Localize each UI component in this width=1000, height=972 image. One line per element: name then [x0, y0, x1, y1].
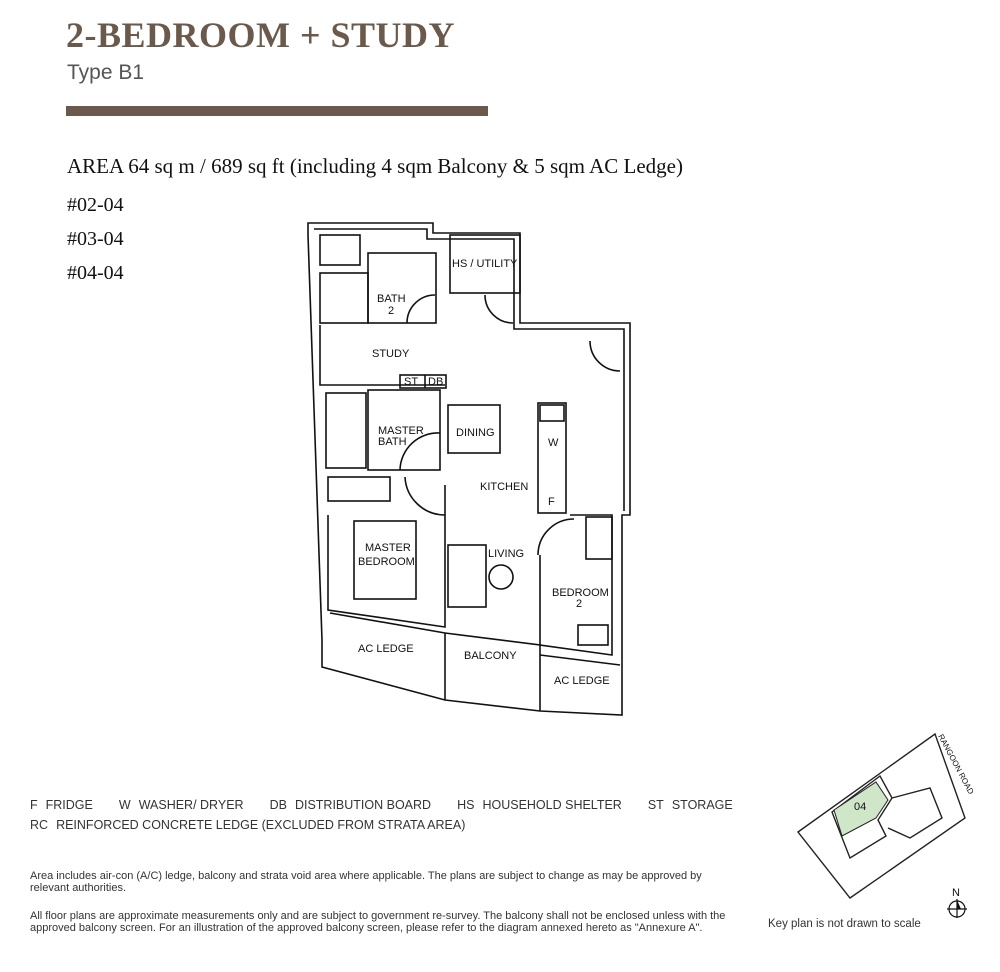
bedroom-2-wardrobe [586, 517, 612, 559]
unit-list [67, 188, 124, 290]
room-label-ac-ledge-left: AC LEDGE [358, 643, 414, 655]
key-plan [770, 728, 985, 918]
key-plan-road-label: RANGOON ROAD [936, 732, 976, 796]
bedroom-2-desk [578, 625, 608, 645]
room-label-st: ST [404, 376, 419, 388]
sofa [448, 545, 486, 607]
unit-number: #04-04 [67, 262, 124, 284]
legend-item: ST STORAGE [647, 798, 733, 812]
room-label-master-bath-2: BATH [378, 436, 407, 448]
room-label-master-bath: MASTER [378, 425, 424, 437]
room-label-living: LIVING [488, 548, 525, 560]
room-label-bedroom-2-number: 2 [576, 598, 583, 610]
outer-wall [308, 223, 630, 715]
closet [320, 273, 368, 323]
north-arrow-icon [947, 899, 967, 918]
legend-row [30, 815, 770, 835]
legend-item: W WASHER/ DRYER [118, 798, 244, 812]
key-plan-block-outline [888, 788, 942, 838]
area-note: Area includes air-con (A/C) ledge, balcony and strata void area where applicable. The plans are subject to change as may be approved by relevant authorities. [30, 870, 702, 894]
legend-item: F FRIDGE [30, 798, 93, 812]
door-arc [485, 295, 513, 323]
wardrobe [328, 477, 390, 501]
room-label-hs-utility: HS / UTILITY [452, 258, 518, 270]
unit-number: #02-04 [67, 194, 124, 216]
door-arc [538, 519, 574, 555]
legend-item: HS HOUSEHOLD SHELTER [457, 798, 622, 812]
door-arc [590, 341, 620, 371]
unit-type-subtitle: Type B1 [67, 61, 145, 84]
floor-plan [300, 215, 640, 720]
title-divider [66, 106, 488, 116]
balcony-wall [330, 613, 540, 711]
room-label-db: DB [428, 376, 444, 388]
legend-item: RC REINFORCED CONCRETE LEDGE (EXCLUDED FROM STRATA AREA) [30, 818, 466, 832]
hob [540, 405, 564, 421]
room-label-bath-2: BATH [377, 293, 406, 305]
room-label-w: W [548, 437, 559, 449]
room-label-balcony: BALCONY [464, 650, 517, 662]
key-plan-caption: Key plan is not drawn to scale [768, 918, 921, 930]
key-plan-site-outline [798, 734, 965, 898]
legend-item: DB DISTRIBUTION BOARD [269, 798, 432, 812]
room-label-master-bedroom: MASTER [365, 542, 411, 554]
ac-ledge-right-divider [540, 655, 620, 665]
room-label-dining: DINING [456, 427, 495, 439]
survey-note: All floor plans are approximate measurements only and are subject to government re-survey. The balcony shall not be enclosed unless with the approved balcony screen. For an illustration of the approved balcony screen, please refer to the diagram annexed hereto as "Annexure A". [30, 910, 726, 934]
page-title: 2-BEDROOM + STUDY [66, 15, 456, 55]
storage-box [320, 235, 360, 265]
area-text: AREA 64 sq m / 689 sq ft (including 4 sqm Balcony & 5 sqm AC Ledge) [67, 154, 683, 178]
room-label-f: F [548, 496, 555, 508]
door-arc [405, 477, 445, 515]
master-closet [326, 393, 366, 468]
door-arc [407, 295, 435, 323]
coffee-table [489, 565, 513, 589]
room-label-bedroom-2: BEDROOM [552, 587, 609, 599]
legend [30, 795, 770, 835]
north-label: N [952, 887, 960, 899]
room-label-bath-2-number: 2 [388, 305, 395, 317]
room-label-ac-ledge-right: AC LEDGE [554, 675, 610, 687]
bedroom-2-wall [540, 515, 612, 655]
key-plan-unit-label: 04 [854, 801, 867, 813]
legend-row [30, 795, 770, 815]
room-label-kitchen: KITCHEN [480, 481, 529, 493]
room-label-master-bedroom-2: BEDROOM [358, 556, 415, 568]
bath-2-wall [368, 253, 436, 323]
unit-number: #03-04 [67, 228, 124, 250]
room-label-study: STUDY [372, 348, 410, 360]
